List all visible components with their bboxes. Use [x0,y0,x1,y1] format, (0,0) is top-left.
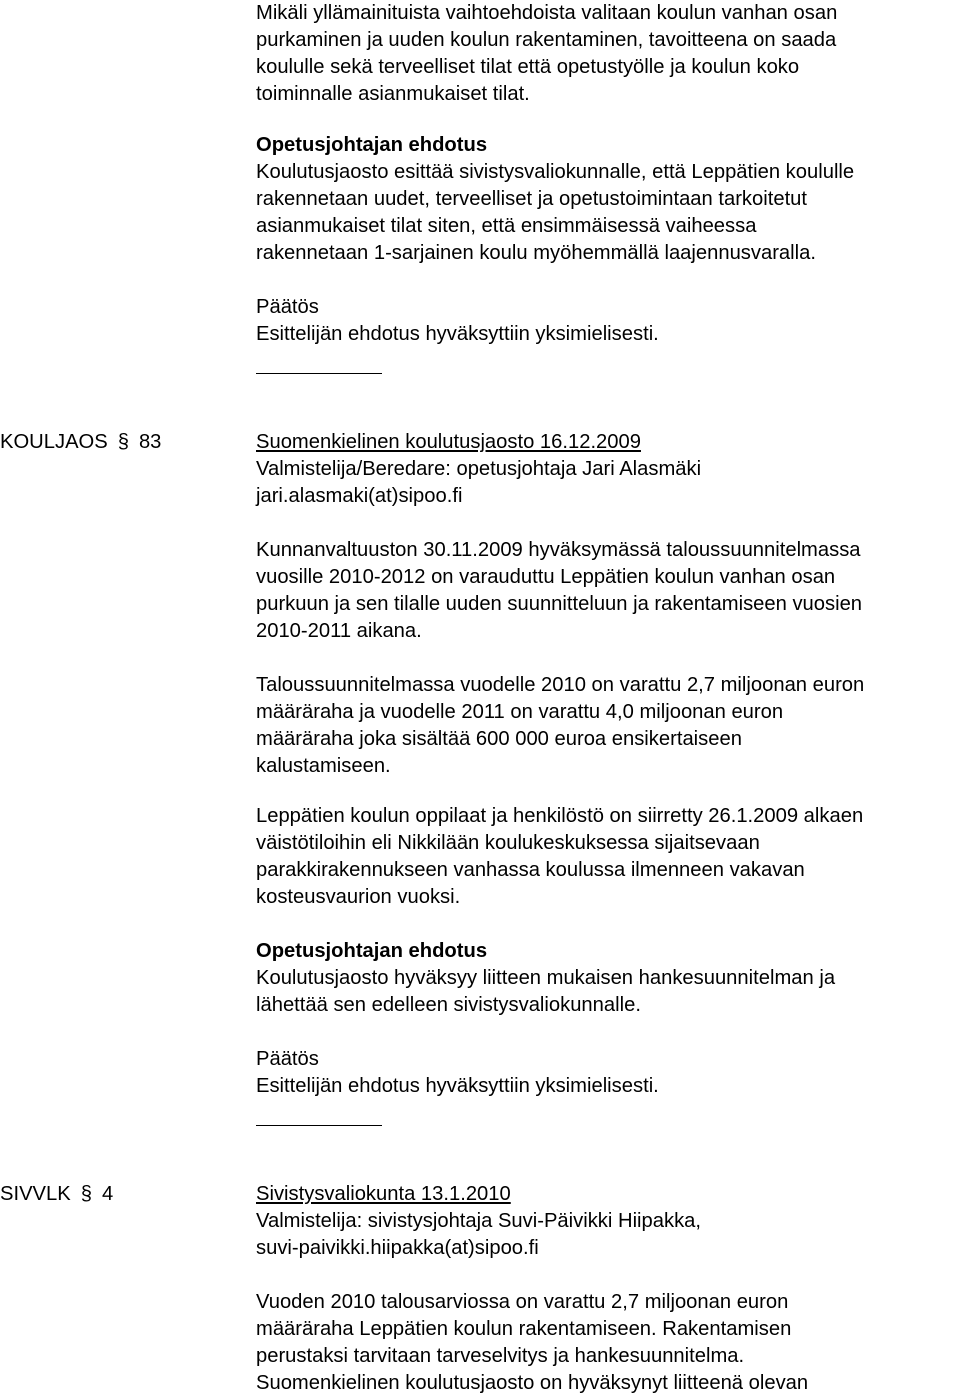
kouljaos-paragraph-3 [256,803,960,911]
paragraph-line: Vuoden 2010 talousarviossa on varattu 2,7 miljoonan euron [256,1291,789,1313]
proposal-2-heading: Opetusjohtajan ehdotus [256,940,488,962]
paragraph-line: Kunnanvaltuuston 30.11.2009 hyväksymässä taloussuunnitelmassa [256,539,861,561]
proposal-2-line: lähettää sen edelleen sivistysvaliokunnalle. [256,994,641,1016]
section-code: SIVVLK [0,1183,71,1205]
section-divider [256,373,382,374]
preparer: Valmistelija/Beredare: opetusjohtaja Jari Alasmäki [256,458,702,480]
paragraph-line: määräraha Leppätien koulun rakentamiseen. Rakentamisen [256,1318,792,1340]
decision-2-text: Esittelijän ehdotus hyväksyttiin yksimielisesti. [256,1075,659,1097]
intro-line: purkaminen ja uuden koulun rakentaminen, tavoitteena on saada [256,29,837,51]
section-number: 4 [101,1183,114,1205]
decision-2-heading: Päätös [256,1048,319,1070]
preparer-email: jari.alasmaki(at)sipoo.fi [256,485,463,507]
paragraph-line: 2010-2011 aikana. [256,620,422,642]
proposal-2-line: Koulutusjaosto hyväksyy liitteen mukaisen hankesuunnitelman ja [256,967,836,989]
section-code-kouljaos [0,429,161,456]
proposal-1-line: rakennetaan 1-sarjainen koulu myöhemmällä laajennusvaralla. [256,242,816,264]
proposal-2 [256,938,960,1019]
sivvlk-header [256,1181,960,1262]
proposal-1-line: Koulutusjaosto esittää sivistysvaliokunnalle, että Leppätien koululle [256,161,855,183]
sivvlk-paragraph-1 [256,1289,960,1397]
paragraph-line: väistötiloihin eli Nikkilään koulukeskuksessa sijaitsevaan [256,832,760,854]
paragraph-line: kosteusvaurion vuoksi. [256,886,461,908]
paragraph-line: Suomenkielinen koulutusjaosto on hyväksynyt liitteenä olevan [256,1372,809,1394]
section-divider [256,1125,382,1126]
section-code: KOULJAOS [0,431,108,453]
paragraph-line: vuosille 2010-2012 on varauduttu Leppätien koulun vanhan osan [256,566,836,588]
paragraph-line: kalustamiseen. [256,755,391,777]
proposal-1-line: rakennetaan uudet, terveelliset ja opetustoimintaan tarkoitetut [256,188,808,210]
proposal-1-heading: Opetusjohtajan ehdotus [256,134,488,156]
preparer: Valmistelija: sivistysjohtaja Suvi-Päivikki Hiipakka, [256,1210,702,1232]
section-code-sivvlk [0,1181,113,1208]
intro-line: toiminnalle asianmukaiset tilat. [256,83,530,105]
intro-line: Mikäli yllämainituista vaihtoehdoista valitaan koulun vanhan osan [256,2,838,24]
kouljaos-header [256,429,960,510]
decision-1-heading: Päätös [256,296,319,318]
paragraph-sign: § [117,431,129,453]
preparer-email: suvi-paivikki.hiipakka(at)sipoo.fi [256,1237,539,1259]
decision-2 [256,1046,960,1100]
proposal-1-line: asianmukaiset tilat siten, että ensimmäisessä vaiheessa [256,215,757,237]
kouljaos-paragraph-1 [256,537,960,645]
intro-line: koululle sekä terveelliset tilat että opetustyölle ja koulun koko [256,56,800,78]
paragraph-sign: § [80,1183,92,1205]
paragraph-line: Taloussuunnitelmassa vuodelle 2010 on varattu 2,7 miljoonan euron [256,674,865,696]
intro-paragraph [256,0,960,108]
decision-1-text: Esittelijän ehdotus hyväksyttiin yksimielisesti. [256,323,659,345]
paragraph-line: määräraha ja vuodelle 2011 on varattu 4,0 miljoonan euron [256,701,784,723]
paragraph-line: perustaksi tarvitaan tarveselvitys ja hankesuunnitelma. [256,1345,745,1367]
section-number: 83 [138,431,162,453]
paragraph-line: määräraha joka sisältää 600 000 euroa ensikertaiseen [256,728,742,750]
meeting-title: Sivistysvaliokunta 13.1.2010 [256,1183,511,1205]
paragraph-line: parakkirakennukseen vanhassa koulussa ilmenneen vakavan [256,859,805,881]
paragraph-line: purkuun ja sen tilalle uuden suunnitteluun ja rakentamiseen vuosien [256,593,863,615]
proposal-1 [256,132,960,267]
kouljaos-paragraph-2 [256,672,960,780]
decision-1 [256,294,960,348]
meeting-title: Suomenkielinen koulutusjaosto 16.12.2009 [256,431,641,453]
paragraph-line: Leppätien koulun oppilaat ja henkilöstö on siirretty 26.1.2009 alkaen [256,805,864,827]
